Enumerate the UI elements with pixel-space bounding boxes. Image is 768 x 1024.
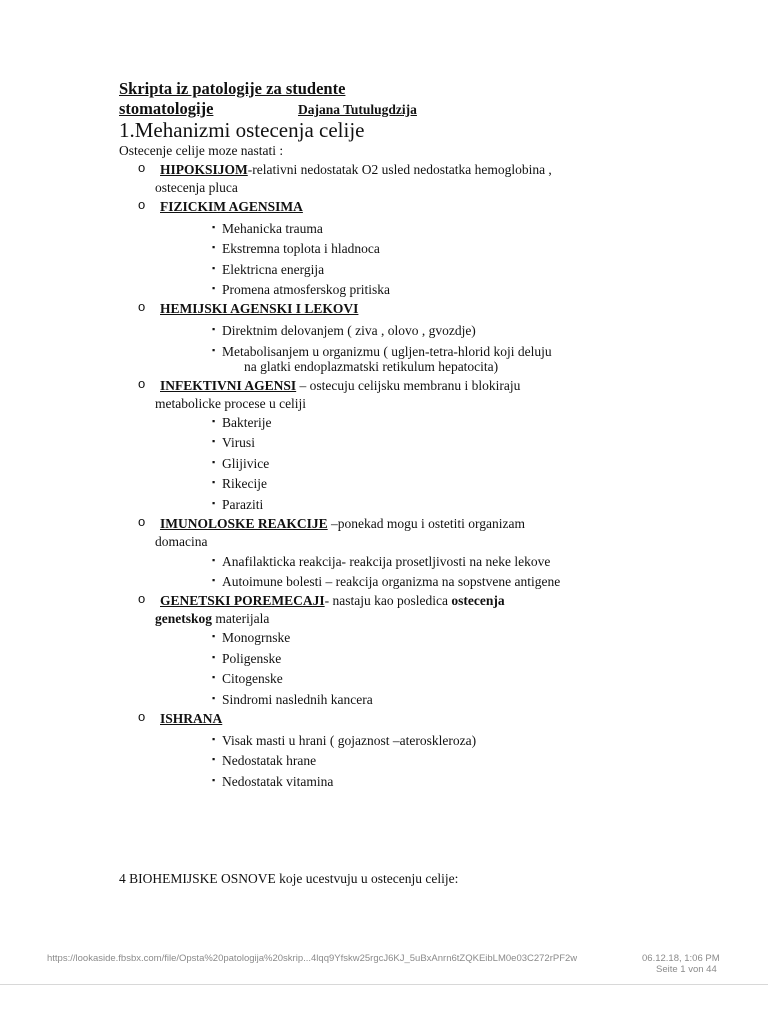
closing-paragraph: 4 BIOHEMIJSKE OSNOVE koje ucestvuju u ostecenju celije: [119, 871, 459, 886]
sub-item: Metabolisanjem u organizmu ( ugljen-tetra-hlorid koji deluju [222, 344, 552, 359]
sub-item: Elektricna energija [222, 262, 325, 277]
list-item-ishrana: ISHRANA [160, 711, 223, 726]
sub-item: Mehanicka trauma [222, 221, 323, 236]
circle-bullet-icon: o [138, 709, 146, 724]
square-bullet-icon: ▪ [212, 324, 216, 334]
footer-page-number: Seite 1 von 44 [656, 964, 717, 975]
sub-item: Glijivice [222, 456, 270, 471]
square-bullet-icon: ▪ [212, 242, 216, 252]
circle-bullet-icon: o [138, 197, 146, 212]
list-item-infektivni: INFEKTIVNI AGENSI – ostecuju celijsku membranu i blokiraju [160, 378, 521, 393]
sub-item: Rikecije [222, 476, 267, 491]
square-bullet-icon: ▪ [212, 754, 216, 764]
square-bullet-icon: ▪ [212, 436, 216, 446]
square-bullet-icon: ▪ [212, 222, 216, 232]
sub-item: Direktnim delovanjem ( ziva , olovo , gvozdje) [222, 323, 476, 338]
sub-item: Visak masti u hrani ( gojaznost –ateroskleroza) [222, 733, 477, 748]
author-name: Dajana Tutulugdzija [298, 102, 417, 117]
list-item-imunoloske: IMUNOLOSKE REAKCIJE –ponekad mogu i ostetiti organizam [160, 516, 525, 531]
list-item-text: ostecenja pluca [155, 180, 238, 195]
sub-item: Promena atmosferskog pritiska [222, 282, 390, 297]
square-bullet-icon: ▪ [212, 775, 216, 785]
square-bullet-icon: ▪ [212, 457, 216, 467]
square-bullet-icon: ▪ [212, 631, 216, 641]
list-item-fizicki: FIZICKIM AGENSIMA [160, 199, 303, 214]
sub-item: Sindromi naslednih kancera [222, 692, 373, 707]
square-bullet-icon: ▪ [212, 477, 216, 487]
document-title-line2: stomatologije [119, 99, 214, 118]
circle-bullet-icon: o [138, 591, 146, 606]
footer-url-link[interactable]: https://lookaside.fbsbx.com/file/Opsta%20patologija%20skrip...4lqq9Yfskw25rgcJ6KJ_5uBxAnrn6tZQKEibLM0e03C272rPF2w [47, 953, 578, 964]
list-item-genetski: GENETSKI POREMECAJI- nastaju kao posledica ostecenja [160, 593, 505, 608]
list-item-text: metabolicke procese u celiji [155, 396, 307, 411]
square-bullet-icon: ▪ [212, 345, 216, 355]
square-bullet-icon: ▪ [212, 498, 216, 508]
square-bullet-icon: ▪ [212, 672, 216, 682]
sub-item: Poligenske [222, 651, 282, 666]
sub-item: Autoimune bolesti – reakcija organizma na sopstvene antigene [222, 574, 561, 589]
circle-bullet-icon: o [138, 299, 146, 314]
list-item-text: genetskog materijala [155, 611, 270, 626]
sub-item: Nedostatak hrane [222, 753, 317, 768]
sub-item: Ekstremna toplota i hladnoca [222, 241, 380, 256]
document-title: Skripta iz patologije za studente [119, 79, 346, 98]
circle-bullet-icon: o [138, 160, 146, 175]
square-bullet-icon: ▪ [212, 416, 216, 426]
circle-bullet-icon: o [138, 514, 146, 529]
section-heading: 1.Mehanizmi ostecenja celije [119, 118, 365, 142]
square-bullet-icon: ▪ [212, 652, 216, 662]
square-bullet-icon: ▪ [212, 734, 216, 744]
sub-item-continuation: na glatki endoplazmatski retikulum hepatocita) [244, 359, 499, 374]
page-divider [0, 984, 768, 985]
list-item-text: domacina [155, 534, 208, 549]
footer-date: 06.12.18, 1:06 PM [642, 953, 720, 964]
square-bullet-icon: ▪ [212, 263, 216, 273]
sub-item: Paraziti [222, 497, 264, 512]
square-bullet-icon: ▪ [212, 693, 216, 703]
circle-bullet-icon: o [138, 376, 146, 391]
sub-item: Bakterije [222, 415, 272, 430]
sub-item: Citogenske [222, 671, 283, 686]
sub-item: Monogrnske [222, 630, 291, 645]
intro-text: Ostecenje celije moze nastati : [119, 143, 284, 158]
sub-item: Nedostatak vitamina [222, 774, 334, 789]
sub-item: Virusi [222, 435, 255, 450]
sub-item: Anafilakticka reakcija- reakcija prosetljivosti na neke lekove [222, 554, 551, 569]
square-bullet-icon: ▪ [212, 555, 216, 565]
list-item-hipoksija: HIPOKSIJOM-relativni nedostatak O2 usled nedostatka hemoglobina , [160, 162, 552, 177]
square-bullet-icon: ▪ [212, 575, 216, 585]
list-item-hemijski: HEMIJSKI AGENSKI I LEKOVI [160, 301, 359, 316]
square-bullet-icon: ▪ [212, 283, 216, 293]
